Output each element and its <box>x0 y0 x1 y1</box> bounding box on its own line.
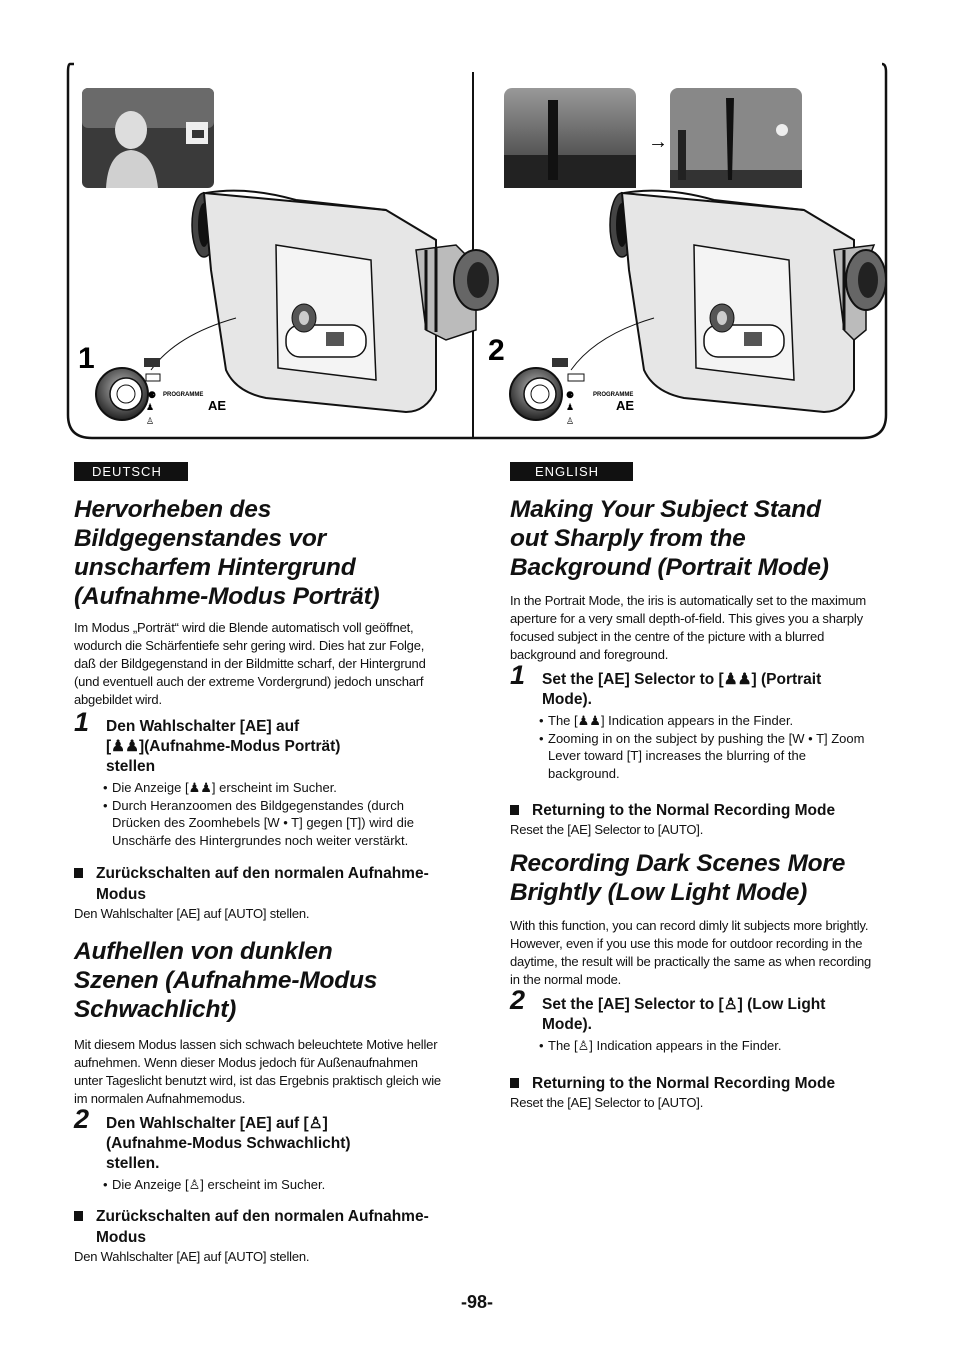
illustration-frame <box>66 60 888 440</box>
title-line: Hervorheben des <box>74 496 272 523</box>
step-number: 2 <box>74 1104 90 1134</box>
step-2-bullets-en <box>510 1037 875 1055</box>
intro-portrait-de: Im Modus „Porträt“ wird die Blende automatisch voll geöffnet, wodurch die Schärfentiefe sehr gering wird. Dies hat zur Folge, daß der Bildgegenstand in der Bildmitte scharf, der Hintergrund (und eventuell auch der extreme Vordergrund) jedoch unscharf abgebildet wird. <box>74 620 426 707</box>
step-1-bullets-en <box>510 712 875 782</box>
ae-label-2: AE <box>616 398 635 413</box>
list-item: • The [♙] Indication appears in the Finder. <box>540 1037 875 1055</box>
svg-text:♙: ♙ <box>146 416 155 426</box>
return-normal-text-en-2: Reset the [AE] Selector to [AUTO]. <box>510 1094 704 1110</box>
list-item: • Zooming in on the subject by pushing the [W • T] Zoom Lever toward [T] increases the blurring of the background. <box>540 730 875 783</box>
step-1-en <box>510 660 875 710</box>
list-item: • Die Anzeige [♟♟] erscheint im Sucher. <box>104 779 446 797</box>
low-light-mode-icon: ♙ <box>723 996 738 1013</box>
step-number: 1 <box>74 707 90 737</box>
title-line: out Sharply from the <box>510 525 746 552</box>
step-text: Den Wahlschalter [AE] auf [♙] <box>106 1115 328 1132</box>
ae-selector-dial-2 <box>488 318 654 426</box>
step-text: ] (Low Light Mode). <box>542 996 826 1033</box>
svg-text:♟: ♟ <box>566 402 575 412</box>
step-text: Set the [AE] Selector to [ <box>542 996 724 1013</box>
portrait-mode-icon: ♟♟ <box>723 671 752 688</box>
title-line: Recording Dark Scenes More <box>510 850 846 877</box>
sharp-subject-photo <box>670 88 802 188</box>
camcorder-1 <box>192 191 498 412</box>
step-1-bullets-de <box>74 779 446 849</box>
title-line: Brightly (Low Light Mode) <box>510 879 808 906</box>
subheading-return-normal-en: Returning to the Normal Recording Mode <box>510 800 875 821</box>
low-light-mode-icon: ♙ <box>577 1038 590 1053</box>
portrait-mode-icon: ♟♟ <box>111 738 139 755</box>
step-2-en <box>510 985 875 1035</box>
return-normal-text-de: Den Wahlschalter [AE] auf [AUTO] stellen. <box>74 906 310 921</box>
portrait-photo <box>82 88 214 188</box>
step-text: ] (Portrait Mode). <box>542 671 822 708</box>
programme-label-1: PROGRAMME <box>163 392 204 398</box>
programme-label-2: PROGRAMME <box>593 392 634 398</box>
title-line: Making Your Subject Stand <box>510 496 821 523</box>
return-normal-text-en: Reset the [AE] Selector to [AUTO]. <box>510 822 704 837</box>
list-item: • Durch Heranzoomen des Bildgegenstandes (durch Drücken des Zoomhebels [W • T] gegen [T]) wird die Unschärfe des Hintergrundes noch weiter verstärkt. <box>104 797 446 850</box>
panel-number-2: 2 <box>488 334 505 367</box>
ae-label-1: AE <box>208 398 227 413</box>
low-light-mode-icon: ♙ <box>188 1177 201 1192</box>
step-2-de <box>74 1104 446 1174</box>
svg-text:♙: ♙ <box>566 416 575 426</box>
section-title-portrait-en <box>510 495 875 582</box>
camcorder-2 <box>610 191 886 412</box>
title-line: Background (Portrait Mode) <box>510 554 829 581</box>
title-line: Szenen (Aufnahme-Modus <box>74 967 378 994</box>
portrait-mode-icon: ♟♟ <box>188 780 212 795</box>
step-1-de <box>74 707 446 777</box>
list-item: • The [♟♟] Indication appears in the Finder. <box>540 712 875 730</box>
title-line: (Aufnahme-Modus Porträt) <box>74 583 380 610</box>
list-item: • Die Anzeige [♙] erscheint im Sucher. <box>104 1176 446 1194</box>
english-column <box>510 462 875 1112</box>
step-text: Den Wahlschalter [AE] auf <box>106 718 300 735</box>
title-line: Bildgegenstandes vor <box>74 525 326 552</box>
blurred-background-photo <box>504 88 636 188</box>
panel-number-1: 1 <box>78 342 95 375</box>
step-text: stellen. <box>106 1155 160 1172</box>
low-light-mode-icon: ♙ <box>308 1115 323 1132</box>
transition-arrow: → <box>648 131 668 153</box>
deutsch-column <box>74 462 446 1266</box>
language-tag-english: ENGLISH <box>510 462 633 481</box>
section-title-lowlight-en <box>510 849 875 907</box>
step-number: 1 <box>510 660 526 690</box>
subheading-return-normal-de-2: Zurückschalten auf den normalen Aufnahme-Modus <box>74 1206 446 1248</box>
page-number: -98- <box>460 1292 493 1312</box>
intro-lowlight-en: With this function, you can record dimly lit subjects more brightly. However, even if you use this mode for outdoor recording in the daytime, the result will be practically the same as when recording in the normal mode. <box>510 918 872 987</box>
subheading-return-normal-de: Zurückschalten auf den normalen Aufnahme-Modus <box>74 863 446 905</box>
step-text: (Aufnahme-Modus Schwachlicht) <box>106 1135 351 1152</box>
title-line: Aufhellen von dunklen <box>74 938 333 965</box>
svg-text:♟: ♟ <box>146 402 155 412</box>
intro-lowlight-de: Mit diesem Modus lassen sich schwach beleuchtete Motive heller aufnehmen. Wenn dieser Modus jedoch für Außenaufnahmen unter Tageslicht benutzt wird, ist das Ergebnis praktisch gleich wie im normalen Aufnahmemodus. <box>74 1037 441 1106</box>
svg-text:⚈: ⚈ <box>148 390 157 400</box>
title-line: unscharfem Hintergrund <box>74 554 356 581</box>
step-text: Set the [AE] Selector to [ <box>542 671 724 688</box>
return-normal-text-de-2: Den Wahlschalter [AE] auf [AUTO] stellen. <box>74 1248 310 1264</box>
intro-portrait-en: In the Portrait Mode, the iris is automatically set to the maximum aperture for a very small depth-of-field. This gives you a sharply focused subject in the centre of the picture with a blurred background and foreground. <box>510 593 866 662</box>
section-title-portrait-de <box>74 495 446 611</box>
portrait-mode-icon: ♟♟ <box>577 713 601 728</box>
language-tag-deutsch: DEUTSCH <box>74 462 188 481</box>
title-line: Schwachlicht) <box>74 996 237 1023</box>
step-text: stellen <box>106 758 156 775</box>
subheading-return-normal-en-2: Returning to the Normal Recording Mode <box>510 1073 875 1094</box>
svg-text:⚈: ⚈ <box>566 390 575 400</box>
step-2-bullets-de <box>74 1176 446 1194</box>
step-text: [♟♟](Aufnahme-Modus Porträt) <box>106 738 341 755</box>
step-number: 2 <box>510 985 526 1015</box>
ae-selector-dial-1 <box>78 318 236 426</box>
camcorder-illustration <box>66 60 888 440</box>
section-title-lowlight-de <box>74 937 446 1024</box>
